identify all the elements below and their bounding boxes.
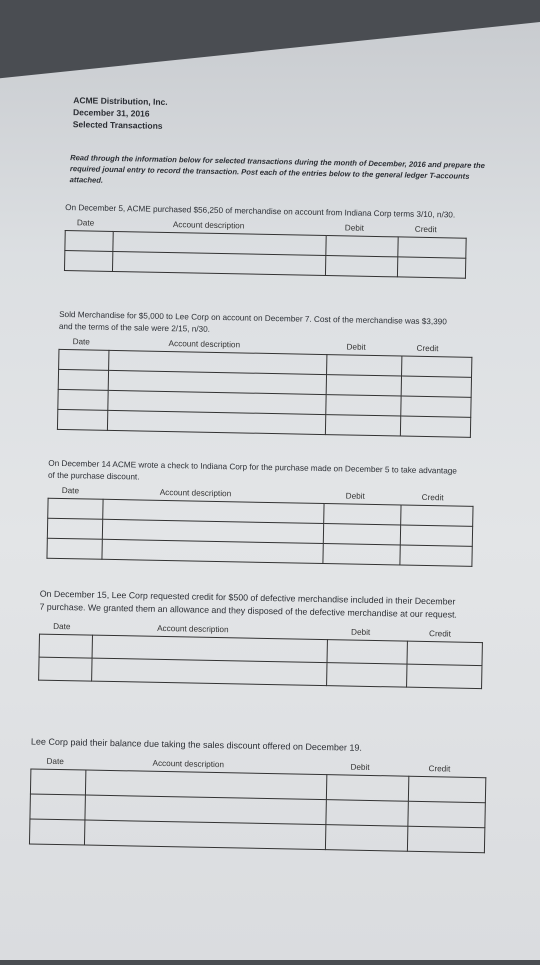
transaction-prompt: Lee Corp paid their balance due taking the sales discount offered on December 19. <box>30 736 363 753</box>
account-column-label: Account description <box>152 758 225 770</box>
date-cell[interactable] <box>65 231 113 252</box>
credit-cell[interactable] <box>398 237 467 258</box>
journal-entry-table <box>38 634 483 690</box>
debit-cell[interactable] <box>326 415 401 436</box>
date-cell[interactable] <box>48 498 104 519</box>
credit-cell[interactable] <box>400 505 473 526</box>
credit-cell[interactable] <box>408 801 486 827</box>
date-cell[interactable] <box>58 389 108 410</box>
debit-cell[interactable] <box>325 236 398 257</box>
debit-column-label: Debit <box>345 491 365 501</box>
date-cell[interactable] <box>30 794 85 820</box>
document-date: December 31, 2016 <box>72 107 150 119</box>
transaction-prompt: On December 14 ACME wrote a check to Indiana Corp for the purchase made on December 5 to take advantage of the purchase discount. <box>47 458 457 482</box>
document-header <box>73 94 168 132</box>
account-cell[interactable] <box>107 410 326 434</box>
credit-column-label: Credit <box>421 492 444 503</box>
date-column-label: Date <box>72 337 90 347</box>
account-column-label: Account description <box>168 339 241 350</box>
debit-column-label: Debit <box>344 223 365 233</box>
date-cell[interactable] <box>47 538 103 559</box>
credit-column-label: Credit <box>428 629 452 639</box>
debit-cell[interactable] <box>323 544 400 565</box>
debit-column-label: Debit <box>350 762 370 772</box>
debit-cell[interactable] <box>327 663 407 688</box>
journal-entry-table <box>64 230 467 279</box>
transaction-section-4 <box>38 588 484 690</box>
transaction-prompt: On December 15, Lee Corp requested credit for $500 of defective merchandise included in their December 7 purchase. We granted them an allowance and they disposed of the defective merchandise at our request. <box>39 588 458 620</box>
document-subtitle: Selected Transactions <box>72 119 163 131</box>
transaction-prompt: Sold Merchandise for $5,000 to Lee Corp on account on December 7. Cost of the merchandise was $3,390 and the terms of the sale were 2/15, n/30. <box>58 309 447 334</box>
debit-cell[interactable] <box>325 256 398 277</box>
credit-cell[interactable] <box>400 416 471 437</box>
date-cell[interactable] <box>39 657 93 681</box>
journal-entry-table <box>46 498 473 567</box>
instructions-text: Read through the information below for selected transactions during the month of December, 2016 and prepare the required jounal entry to record the transaction. Post each of the entries below to the general ledger T-accounts attached. <box>69 153 485 185</box>
credit-cell[interactable] <box>401 396 472 417</box>
credit-cell[interactable] <box>400 545 473 566</box>
transaction-section-3 <box>46 458 474 567</box>
debit-cell[interactable] <box>324 524 401 545</box>
account-column-label: Account description <box>159 487 232 499</box>
credit-column-label: Credit <box>414 224 437 235</box>
date-column-label: Date <box>61 486 80 496</box>
credit-cell[interactable] <box>406 664 482 688</box>
credit-cell[interactable] <box>397 257 466 278</box>
credit-column-label: Credit <box>416 343 439 354</box>
date-cell[interactable] <box>30 769 85 795</box>
debit-cell[interactable] <box>327 375 402 396</box>
account-cell[interactable] <box>102 539 323 563</box>
credit-column-label: Credit <box>428 764 451 774</box>
account-cell[interactable] <box>84 820 326 850</box>
debit-cell[interactable] <box>326 800 408 827</box>
credit-cell[interactable] <box>408 776 486 802</box>
date-cell[interactable] <box>59 349 109 370</box>
date-cell[interactable] <box>29 819 84 845</box>
credit-cell[interactable] <box>407 641 483 665</box>
transaction-prompt: On December 5, ACME purchased $56,250 of merchandise on account from Indiana Corp terms 3/10, n/30. <box>65 203 456 220</box>
debit-column-label: Debit <box>351 627 371 637</box>
debit-cell[interactable] <box>325 825 407 852</box>
credit-cell[interactable] <box>401 356 472 377</box>
date-cell[interactable] <box>39 634 93 658</box>
company-name: ACME Distribution, Inc. <box>73 95 168 107</box>
debit-cell[interactable] <box>327 355 402 376</box>
date-cell[interactable] <box>57 409 107 430</box>
credit-cell[interactable] <box>400 525 473 546</box>
transaction-section-1 <box>64 202 467 279</box>
debit-column-label: Debit <box>346 342 366 352</box>
date-column-label: Date <box>53 621 71 632</box>
date-column-label: Date <box>76 218 95 228</box>
debit-cell[interactable] <box>327 640 407 665</box>
journal-entry-table <box>29 768 486 853</box>
journal-entry-table <box>57 349 472 438</box>
account-cell[interactable] <box>113 251 326 275</box>
account-cell[interactable] <box>92 658 327 686</box>
debit-cell[interactable] <box>326 775 408 802</box>
date-cell[interactable] <box>64 251 112 272</box>
account-column-label: Account description <box>172 220 245 231</box>
debit-cell[interactable] <box>326 395 401 416</box>
date-cell[interactable] <box>47 518 103 539</box>
debit-cell[interactable] <box>324 504 401 525</box>
credit-cell[interactable] <box>401 376 472 397</box>
date-column-label: Date <box>46 756 64 767</box>
account-column-label: Account description <box>157 623 229 635</box>
credit-cell[interactable] <box>407 826 485 852</box>
transaction-section-5 <box>29 735 487 853</box>
date-cell[interactable] <box>58 369 108 390</box>
transaction-section-2 <box>57 309 473 438</box>
